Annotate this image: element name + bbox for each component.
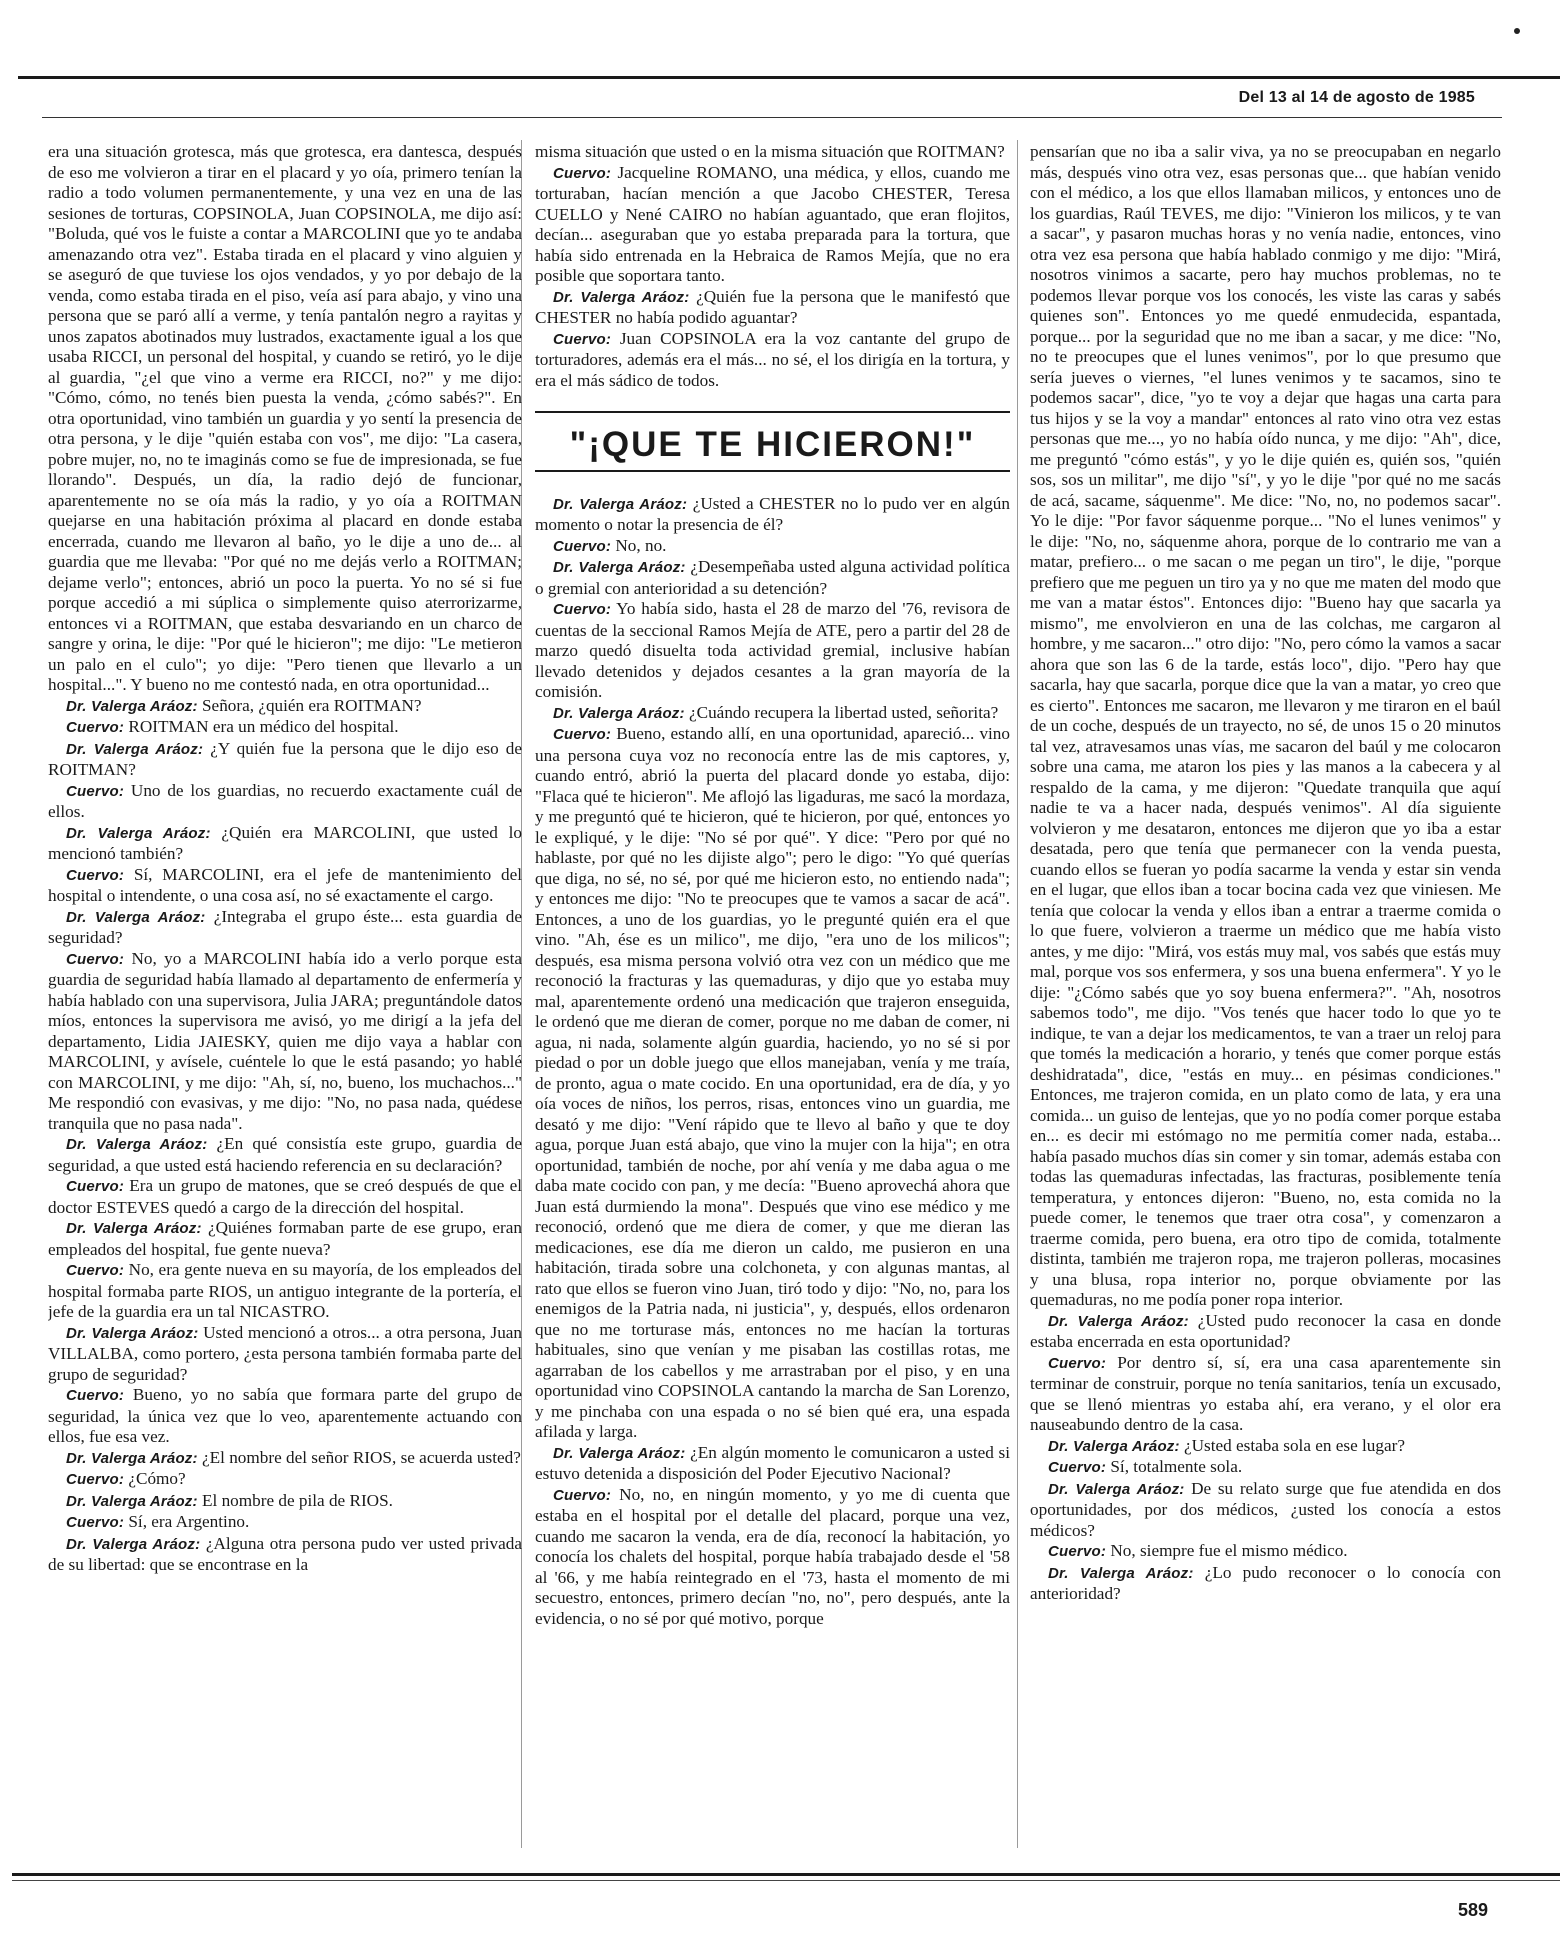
speech: ¿Quién era MARCOLINI, que usted lo mencionó también? — [48, 822, 522, 863]
paragraph — [48, 739, 522, 781]
speech: ¿Y quién fue la persona que le dijo eso de ROITMAN? — [48, 738, 522, 779]
speech: Sí, era Argentino. — [124, 1512, 250, 1531]
paragraph — [48, 1512, 522, 1534]
speech: ROITMAN era un médico del hospital. — [124, 717, 399, 736]
speech: Bueno, yo no sabía que formara parte del grupo de seguridad, la única vez que lo veo, aparentemente actuando con ellos, fue esa vez. — [48, 1385, 522, 1446]
speech: ¿Cuándo recupera la libertad usted, señorita? — [684, 702, 999, 722]
speech: ¿El nombre del señor RIOS, se acuerda usted? — [197, 1447, 521, 1467]
speech: ¿Alguna otra persona pudo ver usted privada de su libertad: que se encontrase en la — [48, 1533, 522, 1574]
speech: ¿En algún momento le comunicaron a usted si estuvo detenida a disposición del Poder Ejecutivo Nacional? — [535, 1442, 1010, 1483]
speech: No, no. — [611, 535, 667, 555]
paragraph — [48, 1176, 522, 1218]
paragraph — [535, 1485, 1010, 1630]
speaker: Cuervo: — [553, 601, 612, 618]
paragraph — [1030, 1353, 1501, 1436]
paragraph — [48, 865, 522, 907]
speech: Usted mencionó a otros... a otra persona, Juan VILLALBA, como portero, ¿esta persona también formaba parte del grupo de seguridad? — [48, 1322, 522, 1384]
paragraph — [535, 287, 1010, 329]
paragraph — [48, 1323, 522, 1386]
speech: Por dentro sí, sí, era una casa aparentemente sin terminar de construir, porque no tenía sanitarios, tenía un excusado, que se llenó mientras yo estaba ahí, era verano, y el olor era nauseabundo dentro de la casa. — [1030, 1352, 1501, 1434]
speaker: Dr. Valerga Aráoz: — [66, 1492, 198, 1510]
header-rule — [42, 117, 1502, 118]
speaker: Cuervo: — [66, 1262, 125, 1279]
speech: No, siempre fue el mismo médico. — [1106, 1541, 1348, 1560]
speech: ¿Desempeñaba usted alguna actividad política o gremial con anterioridad a su detención? — [535, 557, 1010, 598]
speech: Era un grupo de matones, que se creó después de que el doctor ESTEVES quedó a cargo de la dirección del hospital. — [48, 1176, 522, 1217]
text-column-3 — [1030, 142, 1501, 1852]
speech: ¿En qué consistía este grupo, guardia de seguridad, a que usted está haciendo referencia en su declaración? — [48, 1134, 522, 1175]
paragraph — [48, 1448, 522, 1470]
paragraph — [48, 717, 522, 739]
footer-rule-thin — [12, 1880, 1560, 1881]
speech: ¿Quiénes formaban parte de ese grupo, eran empleados del hospital, fue gente nueva? — [48, 1218, 522, 1259]
paragraph — [48, 823, 522, 865]
speech: Señora, ¿quién era ROITMAN? — [197, 695, 422, 715]
speaker: Cuervo: — [1048, 1459, 1107, 1476]
speech: Bueno, estando allí, en una oportunidad, apareció... vino una persona cuya voz no reconocía entre las de mis captores, y, cuando entró, abrió la puerta del placard donde yo estaba, dijo: "Flaca qué te hicieron". Me aflojó las ligaduras, me sacó la mordaza, y me preguntó qué te hicieron, qué te hicieron, por qué, entonces yo le expliqué, y le dije: "No sé por qué". Y dice: "Pero por qué no hablaste, por qué no les dijiste algo"; pero le digo: "Yo qué querías que diga, no sé, no sé, por qué me hicieron esto, no entiendo nada"; y entonces me dijo: "No te preocupes que te vamos a sacar de acá". Entonces, a uno de los guardias, yo le pregunté quién era el que vino. "Ah, ése es un milico", me dijo, "era uno de los milicos"; después, esa misma persona volvió otra vez con un médico que me reconoció la fracturas y las quemaduras, y dijo que yo estaba muy mal, aparentemente ordenó una medicación que trajeron enseguida, le ordenó que me dieran de comer, porque no me daban de comer, ni agua, ni nada, solamente algún guardia, haciendo, yo no sé si por piedad o por un doble juego que ellos manejaban, venía y me traía, de pronto, agua o mate cocido. En una oportunidad, era de día, y yo oía voces de niños, los perros, risas, entonces vino un guardia, me desató y me dijo: "Vení rápido que te llevo al baño y que te doy agua, porque Juan está abajo, que vino la mujer con la hija"; en otra oportunidad, también de noche, por ahí venía y me daba agua o me daba mate cocido con pan, y me decía: "Bueno aprovechá ahora que Juan está durmiendo la mona". Después que vino ese médico y me reconoció, ordenó que me diera de comer, y que me dieran las medicaciones, ese día me dieron un caldo, me pusieron en una habitación, tirada sobre una colchoneta, y con algunas mantas, al rato que ellos se fueron vino Juan, tiró todo y dijo: "No, no, para los enemigos de la Patria nada, ni justicia", y, después, ellos ordenaron que no me torturase más, entonces no me hacían la torturas habituales, sino que venían y me pisaban las costillas rotas, me agarraban de los cabellos y me arrastraban por el piso, y en una oportunidad vino COPSINOLA cantando la marcha de San Lorenzo, y me pinchaba con una espada o no sé bien qué era, una espada afilada y larga. — [535, 724, 1010, 1441]
speech: ¿Integraba el grupo éste... esta guardia de seguridad? — [48, 906, 522, 947]
speaker: Cuervo: — [66, 1387, 125, 1404]
paragraph — [48, 1134, 522, 1176]
speaker: Cuervo: — [66, 782, 125, 800]
speaker: Cuervo: — [66, 1178, 125, 1195]
paragraph — [535, 724, 1010, 1443]
speaker: Cuervo: — [553, 537, 612, 555]
speech: Jacqueline ROMANO, una médica, y ellos, cuando me torturaban, hacían mención a que Jacobo CHESTER, Teresa CUELLO y Nené CAIRO no habían aguantado, que eran flojitos, decían... aseguraban que yo estaba preparada para la tortura, que había sido entrenada en la Hebraica de Ramos Mejía, que no era posible que soportara tanto. — [535, 162, 1010, 285]
speech: Sí, totalmente sola. — [1106, 1457, 1243, 1476]
section-headline-box — [535, 411, 1010, 472]
paragraph — [535, 163, 1010, 287]
speech: ¿Quién fue la persona que le manifestó que CHESTER no había podido aguantar? — [535, 286, 1010, 327]
speaker: Dr. Valerga Aráoz: — [66, 1136, 208, 1153]
speech: Sí, MARCOLINI, era el jefe de mantenimiento del hospital o intendente, o una cosa así, no sé exactamente el cargo. — [48, 864, 522, 905]
speaker: Dr. Valerga Aráoz: — [66, 1220, 202, 1237]
speaker: Dr. Valerga Aráoz: — [66, 908, 206, 926]
speech: No, yo a MARCOLINI había ido a verlo porque esta guardia de seguridad había llamado al departamento de enfermería y había hablado con una supervisora, Julia JARA; preguntándole datos míos, entonces la supervisora me avisó, yo me dirigí a la jefa del departamento, Lidia JAIESKY, quien me dijo vaya a hablar con MARCOLINI, y avísele, cuéntele lo que le está pasando; yo hablé con MARCOLINI, y me dijo: "Ah, sí, no, bueno, los muchachos..." Me respondió con evasivas, y me dijo: "No, no pasa nada, quédese tranquila que no pasa nada". — [48, 948, 522, 1133]
paragraph — [1030, 1563, 1501, 1605]
paragraph — [48, 781, 522, 823]
footer-rule — [12, 1873, 1560, 1876]
speaker: Cuervo: — [66, 1471, 125, 1488]
paragraph — [535, 536, 1010, 558]
page-number: 589 — [1457, 1900, 1488, 1920]
paragraph — [48, 1385, 522, 1448]
speaker: Cuervo: — [1048, 1354, 1107, 1372]
speech: ¿Lo pudo reconocer o lo conocía con anterioridad? — [1030, 1562, 1501, 1603]
speech: ¿Cómo? — [124, 1469, 186, 1488]
speech: Yo había sido, hasta el 28 de marzo del '76, revisora de cuentas de la seccional Ramos Mejía de ATE, pero a partir del 28 de marzo quedó disuelta toda actividad gremial, inclusive habían llevado detenidos y dejados cesantes a la gran mayoría de la comisión. — [535, 599, 1010, 701]
paragraph — [48, 949, 522, 1135]
paragraph — [48, 907, 522, 949]
paragraph — [1030, 1479, 1501, 1542]
paragraph: pensarían que no iba a salir viva, ya no se preocupaban en negarlo más, después vino otra vez, esas personas que... que habían venido con el médico, a los que ellos llamaban milicos, y entonces uno de los guardias, Raúl TEVES, me dijo: "Vinieron los milicos, y te van a sacar", y pasaron muchas horas y no venía nadie, entonces, vino otra vez esa persona que había hablado conmigo y me dijo: "Mirá, nosotros vinimos a sacarte, pero hay muchos problemas, no te podemos llevar porque vos los conocés, les viste las caras y sabés quienes son". Entonces yo me quedé enmudecida, espantada, porque... por la seguridad que no me iban a sacar, y me dice: "No, no te preocupes que el lunes venimos", por lo que presumo que sería jueves o viernes, "el lunes venimos y te sacamos, sino te podemos sacar", dice, "yo te voy a dejar que hagas una carta para tus hijos y se la voy a mandar" entonces al rato vino otra vez estas personas que me..., yo no había oído nunca, y me dijo: "Ah", dice, me preguntó "cómo estás", y yo le dije quién es, quién sos, "quién sos, sos un militar", me dijo "sí", y yo le dije "por qué no me sacás de acá, sacame, sáquenme". Me dice: "No, no, no podemos sacar". Yo le dije: "Por favor sáquenme porque... "No el lunes venimos" y le dije: "No, no, sáquenme ahora, porque de lo contrario me van a matar, prefiero... o me sacan o me pegan un tiro", le dije, "porque prefiero que me peguen un tiro ya y no que me maten del modo que me van a matar éstos". Entonces dijo: "Bueno hay que sacarla ya mismo", me envolvieron en una de las colchas, me cargaron al hombre, y me sacaron..." otro dijo: "No, pero cómo la vamos a sacar ahora que son las 6 de la tarde, estás loco", dijo. "Pero hay que sacarla, hay que sacarla, porque dice que la van a matar, yo creo que es cierto". Entonces me sacaron, me llevaron y me tiraron en el baúl de un coche, después de un trayecto, no sé, de unos 15 o 20 minutos tal vez, atravesamos unas vías, me sacaron del baúl y me colocaron sobre una cama, me ataron los pies y las manos a la cabecera y al respaldo de la cama, y me dijeron: "Quedate tranquila que aquí nadie te va a hacer nada, después venimos". Al día siguiente volvieron y me desataron, entonces me dijeron que yo iba a estar desatada, pero que tenía que permanecer con la venda puesta, cuando ellos se fueran yo podía sacarme la venda y estar sin venda en el lugar, que ellos iban a tocar bocina cada vez que viniesen. Me tenía que colocar la venda y ellos iban a entrar a traerme comida o lo que fuere, volvieron a traerme un médico que me había visto antes, y me dijo: "Mirá, vos estás muy mal, vos sabés que estás muy mal, porque vos sos enfermera, y sos una buena enfermera". Y yo le dije: "¿Cómo sabés que yo soy buena enfermera?". "Ah, nosotros sabemos todo", me dijo. "Vos tenés que hacer todo lo que yo te indique, te van a dejar los medicamentos, te van a traer un reloj para que tomés la medicación a horario, y tenés que comer porque estás deshidratada", dice, "estás en muy... en pésimas condiciones." Entonces, me trajeron comida, en un plato como de lata, y era una comida... un guiso de lentejas, que yo no podía comer porque estaba en... es decir mi estómago no me permitía comer nada, estaba... había pasado muchos días sin comer y sin tomar, además estaba con todas las quemaduras infectadas, las fracturas, posiblemente tenía temperatura, y entonces dijeron: "Bueno, no, esta comida no la puede comer, le tenemos que traer otra cosa", y comenzaron a traerme comida, pero buena, era otro tipo de comida, totalmente distinta, también me trajeron ropa, me trajeron polleras, mocasines y una blusa, ropa interior no, porque obviamente por las quemaduras, no me podía poner ropa interior. — [1030, 142, 1501, 1309]
paragraph — [1030, 1457, 1501, 1479]
speech: De su relato surge que fue atendida en dos oportunidades, por dos médicos, ¿usted los conocía a estos médicos? — [1030, 1478, 1501, 1540]
paragraph: era una situación grotesca, más que grotesca, era dantesca, después de eso me volvieron a tirar en el placard y yo oía, primero tenían la radio a todo volumen permanentemente, y una vez en una de las sesiones de torturas, COPSINOLA, Juan COPSINOLA, me dijo así: "Boluda, qué vos le fuiste a contar a MARCOLINI que yo te andaba amenazando otra vez". Estaba tirada en el placard y vino alguien y se aseguró de que tuviese los ojos vendados, y yo por debajo de la venda, como estaba tirada en el piso, veía así para abajo, y vino una persona que se paró allí a verme, y tenía pantalón negro a rayitas y unos zapatos abotinados muy lustrados, exactamente igual a los que usaba RICCI, un personal del hospital, y cuando se retiró, yo le dije al guardia, "¿el que vino a verme era RICCI, no?" y me dijo: "Cómo, cómo, no tenés bien puesta la venda, ¿cómo sabés?". En otra oportunidad, vino también un guardia y yo sentí la presencia de otra persona, y le dije "quién estaba con vos", me dijo: "La casera, pobre mujer, no, no te imaginás como se fue de impresionada, se fue llorando". Después, un día, la radio dejó de funcionar, aparentemente no se oía más la radio, y yo oía a ROITMAN quejarse en una habitación próxima al placard en donde estaba encerrada, cuando me llevaron al baño, yo le dije a uno de... al guardia que me llevaba: "Por qué no me dejás verlo a ROITMAN; dejame verlo"; entonces, abrió un poco la puerta. Yo no sé si fue porque accedió a mi súplica o simplemente quiso aterrorizarme, entonces vi a ROITMAN, que estaba desvariando en un charco de sangre y orina, le dije: "Por qué le hicieron"; me dijo: "Le metieron un palo en el culo"; yo dije: "Pero tienen que llevarlo a un hospital...". Y bueno no me contestó nada, en otra oportunidad... — [48, 142, 522, 694]
speech: ¿Usted a CHESTER no lo pudo ver en algún momento o notar la presencia de él? — [535, 493, 1010, 534]
speaker: Cuervo: — [553, 1486, 612, 1504]
text-column-2 — [535, 142, 1010, 1852]
paragraph — [1030, 1311, 1501, 1353]
speech: ¿Usted estaba sola en ese lugar? — [1179, 1435, 1405, 1455]
speaker: Dr. Valerga Aráoz: — [66, 697, 198, 715]
speaker: Cuervo: — [553, 726, 612, 743]
paragraph — [48, 1491, 522, 1513]
speaker: Dr. Valerga Aráoz: — [66, 740, 204, 758]
speaker: Dr. Valerga Aráoz: — [1048, 1437, 1180, 1455]
speech: No, no, en ningún momento, y yo me di cuenta que estaba en el hospital por el detalle del placard, porque una vez, cuando me sacaron la venda, era de día, reconocí la habitación, yo conocía los chalets del hospital, porque había trabajado desde el '58 al '66, y me había reintegrado en el '73, hasta el momento de mi secuestro, entonces, primero decían "no, no", pero después, ante la evidencia, o no sé por qué motivo, porque — [535, 1484, 1010, 1628]
paragraph: misma situación que usted o en la misma situación que ROITMAN? — [535, 142, 1005, 161]
paragraph — [48, 1218, 522, 1260]
speaker: Dr. Valerga Aráoz: — [553, 559, 686, 576]
speaker: Dr. Valerga Aráoz: — [553, 495, 688, 513]
speech: Uno de los guardias, no recuerdo exactamente cuál de ellos. — [48, 780, 522, 821]
speaker: Cuervo: — [66, 719, 125, 736]
column-divider — [1017, 140, 1018, 1848]
speaker: Cuervo: — [66, 1514, 125, 1531]
speaker: Dr. Valerga Aráoz: — [553, 1444, 686, 1462]
page-mark-dot — [1514, 28, 1520, 34]
speech: No, era gente nueva en su mayoría, de los empleados del hospital formaba parte RIOS, un antiguo integrante de la portería, el jefe de la guardia era un tal NICASTRO. — [48, 1260, 522, 1321]
speaker: Dr. Valerga Aráoz: — [553, 704, 685, 722]
paragraph — [48, 1534, 522, 1576]
speaker: Cuervo: — [66, 866, 125, 884]
speaker: Dr. Valerga Aráoz: — [66, 824, 211, 842]
speaker: Dr. Valerga Aráoz: — [66, 1324, 199, 1342]
paragraph — [535, 557, 1010, 599]
paragraph — [48, 1469, 522, 1491]
speaker: Dr. Valerga Aráoz: — [553, 288, 690, 306]
speaker: Dr. Valerga Aráoz: — [66, 1449, 198, 1467]
paragraph — [535, 329, 1010, 392]
speaker: Cuervo: — [553, 164, 612, 182]
speech: El nombre de pila de RIOS. — [197, 1490, 393, 1510]
speech: Juan COPSINOLA era la voz cantante del grupo de torturadores, además era el más... no sé, el los dirigía en la tortura, y era el más sádico de todos. — [535, 328, 1010, 390]
paragraph — [535, 1443, 1010, 1485]
speaker: Dr. Valerga Aráoz: — [1048, 1312, 1189, 1330]
speaker: Dr. Valerga Aráoz: — [1048, 1480, 1185, 1498]
text-column-1 — [48, 142, 522, 1852]
paragraph — [535, 703, 1010, 725]
section-headline: "¡QUE TE HICIERON!" — [569, 425, 976, 464]
date-header: Del 13 al 14 de agosto de 1985 — [1238, 89, 1475, 106]
paragraph — [48, 1260, 522, 1323]
paragraph — [535, 494, 1010, 536]
speaker: Cuervo: — [553, 330, 612, 348]
speaker: Dr. Valerga Aráoz: — [66, 1535, 201, 1553]
paragraph — [48, 696, 522, 718]
top-rule — [18, 76, 1560, 79]
speaker: Cuervo: — [66, 950, 125, 968]
speech: ¿Usted pudo reconocer la casa en donde estaba encerrada en esta oportunidad? — [1030, 1310, 1501, 1351]
paragraph — [1030, 1436, 1501, 1458]
paragraph — [535, 599, 1010, 703]
paragraph — [1030, 1541, 1501, 1563]
speaker: Cuervo: — [1048, 1543, 1107, 1560]
speaker: Dr. Valerga Aráoz: — [1048, 1564, 1194, 1582]
